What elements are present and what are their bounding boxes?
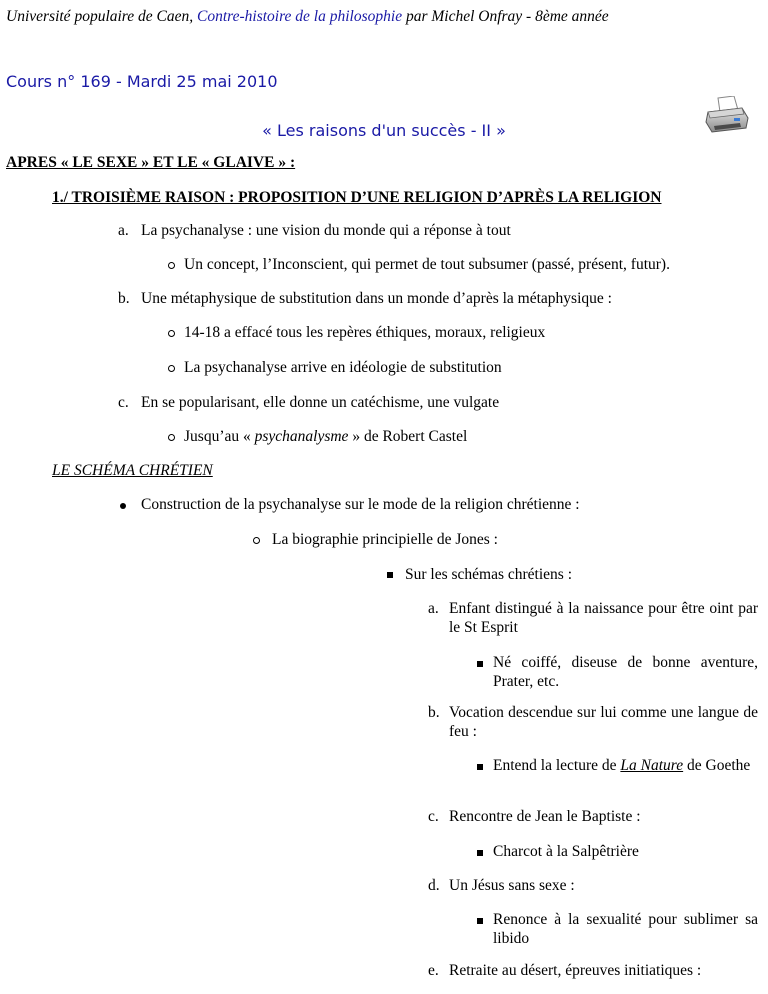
- list-item: Enfant distingué à la naissance pour être oint par le St Esprit: [449, 600, 758, 636]
- list-marker: b.: [118, 290, 130, 307]
- list-item: Né coiffé, diseuse de bonne aventure, Prater, etc.: [493, 654, 758, 690]
- list-marker: a.: [118, 222, 129, 239]
- list-item: Un Jésus sans sexe :: [449, 877, 575, 894]
- square-bullet-icon: [477, 850, 483, 856]
- circle-bullet-icon: [168, 434, 175, 441]
- subsection-heading: 1./ TROISIÈME RAISON : PROPOSITION D’UNE RELIGION D’APRÈS LA RELIGION: [52, 189, 662, 206]
- page-header: [6, 6, 746, 27]
- text-fragment: Entend la lecture de: [493, 757, 621, 774]
- text-fragment: » de Robert Castel: [348, 428, 468, 445]
- square-bullet-icon: [477, 764, 483, 770]
- list-item: Un concept, l’Inconscient, qui permet de tout subsumer (passé, présent, futur).: [184, 256, 670, 273]
- list-item: En se popularisant, elle donne un catéchisme, une vulgate: [141, 394, 500, 411]
- text-fragment: de Goethe: [683, 757, 751, 774]
- list-item: La biographie principielle de Jones :: [272, 531, 498, 548]
- list-item: Vocation descendue sur lui comme une langue de feu :: [449, 704, 758, 740]
- list-marker: c.: [428, 808, 439, 825]
- list-marker: b.: [428, 704, 440, 721]
- square-bullet-icon: [387, 572, 393, 578]
- text-fragment: Jusqu’au «: [184, 428, 255, 445]
- lecture-title: « Les raisons d'un succès - II »: [262, 121, 506, 140]
- list-item: La psychanalyse arrive en idéologie de substitution: [184, 359, 502, 376]
- circle-bullet-icon: [168, 330, 175, 337]
- list-item: [493, 757, 758, 776]
- list-item: Retraite au désert, épreuves initiatiques :: [449, 962, 702, 979]
- circle-bullet-icon: [253, 537, 260, 544]
- list-item: Une métaphysique de substitution dans un monde d’après la métaphysique :: [141, 290, 612, 307]
- header-prefix: Université populaire de Caen,: [6, 8, 197, 25]
- course-line: Cours n° 169 - Mardi 25 mai 2010: [6, 72, 278, 91]
- list-item: Charcot à la Salpêtrière: [493, 843, 639, 860]
- list-item: La psychanalyse : une vision du monde qui a réponse à tout: [141, 222, 511, 239]
- schema-heading: LE SCHÉMA CHRÉTIEN: [52, 462, 213, 479]
- list-marker: e.: [428, 962, 439, 979]
- circle-bullet-icon: [168, 262, 175, 269]
- list-marker: c.: [118, 394, 129, 411]
- square-bullet-icon: [477, 918, 483, 924]
- list-item: Rencontre de Jean le Baptiste :: [449, 808, 641, 825]
- list-item: [184, 428, 467, 447]
- header-suffix: par Michel Onfray - 8ème année: [402, 8, 609, 25]
- series-link[interactable]: Contre-histoire de la philosophie: [197, 8, 403, 25]
- book-title: La Nature: [620, 757, 684, 774]
- list-item: 14-18 a effacé tous les repères éthiques, moraux, religieux: [184, 324, 546, 341]
- disc-bullet-icon: [120, 503, 126, 509]
- square-bullet-icon: [477, 661, 483, 667]
- list-item: Sur les schémas chrétiens :: [405, 566, 573, 583]
- section-heading: APRES « LE SEXE » ET LE « GLAIVE » :: [6, 154, 296, 171]
- list-marker: d.: [428, 877, 440, 894]
- list-marker: a.: [428, 600, 439, 617]
- emphasis: psychanalysme: [254, 428, 349, 445]
- circle-bullet-icon: [168, 365, 175, 372]
- list-item: Renonce à la sexualité pour sublimer sa libido: [493, 911, 758, 947]
- list-item: Construction de la psychanalyse sur le mode de la religion chrétienne :: [141, 496, 580, 513]
